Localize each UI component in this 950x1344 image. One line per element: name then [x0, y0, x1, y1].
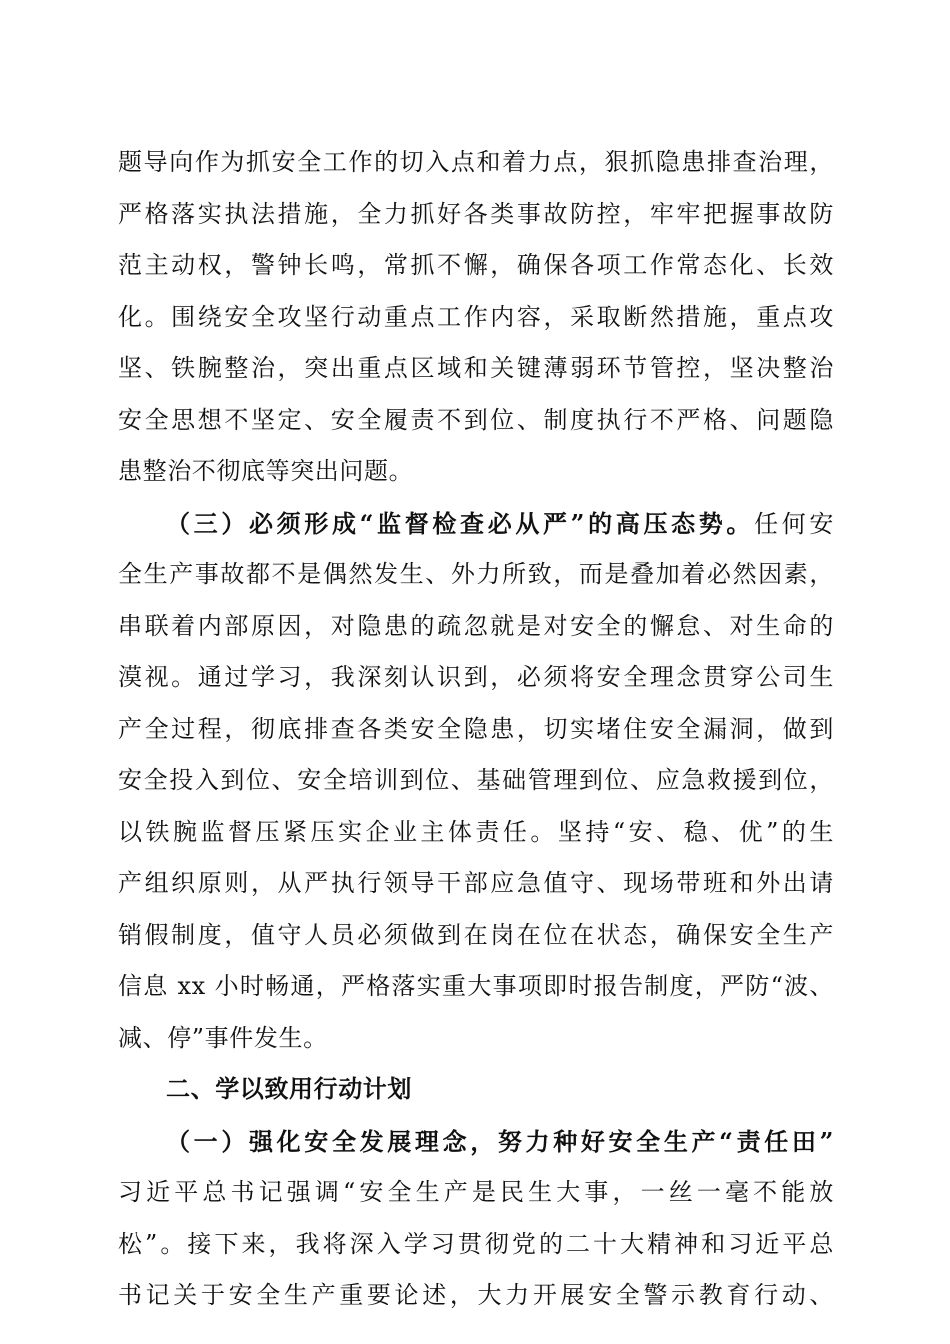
- text-line: 书记关于安全生产重要论述，大力开展安全警示教育行动、: [118, 1281, 834, 1309]
- paragraph-1: [118, 137, 834, 498]
- subsection-heading: （一）强化安全发展理念，努力种好安全生产“责任田”: [166, 1126, 834, 1156]
- text-line: 患整治不彻底等突出问题。: [118, 457, 414, 485]
- text-line: 全生产事故都不是偶然发生、外力所致，而是叠加着必然因素，: [118, 560, 834, 588]
- text-line: 范主动权，警钟长鸣，常抓不懈，确保各项工作常态化、长效: [118, 251, 834, 279]
- section-heading: 二、学以致用行动计划: [166, 1075, 412, 1103]
- text-line: 产组织原则，从严执行领导干部应急值守、现场带班和外出请: [118, 869, 834, 897]
- document-body: [118, 137, 834, 1322]
- paragraph-3: [118, 1167, 834, 1322]
- text-line: 松”。接下来，我将深入学习贯彻党的二十大精神和习近平总: [118, 1229, 834, 1258]
- text-line: 安全思想不坚定、安全履责不到位、制度执行不严格、问题隐: [118, 405, 834, 434]
- paragraph-text: 任何安: [754, 509, 834, 538]
- text-line: 坚、铁腕整治，突出重点区域和关键薄弱环节管控，坚决整治: [118, 354, 834, 382]
- text-line: 串联着内部原因，对隐患的疏忽就是对安全的懈怠、对生命的: [118, 611, 834, 640]
- text-line: 信息 xx 小时畅通，严格落实重大事项即时报告制度，严防“波、: [118, 972, 834, 1000]
- text-line: 题导向作为抓安全工作的切入点和着力点，狠抓隐患排查治理，: [118, 148, 834, 176]
- text-line: 安全投入到位、安全培训到位、基础管理到位、应急救援到位，: [118, 766, 834, 794]
- text-line: 习近平总书记强调“安全生产是民生大事，一丝一毫不能放: [118, 1178, 834, 1206]
- text-line: 严格落实执法措施，全力抓好各类事故防控，牢牢把握事故防: [118, 199, 834, 228]
- text-line: 减、停”事件发生。: [118, 1023, 328, 1052]
- text-line: 化。围绕安全攻坚行动重点工作内容，采取断然措施，重点攻: [118, 302, 834, 331]
- text-line: 销假制度，值守人员必须做到在岗在位在状态，确保安全生产: [118, 920, 834, 949]
- paragraph-2: [118, 498, 834, 1065]
- paragraph-2-first-line: [118, 498, 834, 550]
- text-line: 以铁腕监督压紧压实企业主体责任。坚持“安、稳、优”的生: [118, 817, 834, 846]
- text-line: 产全过程，彻底排查各类安全隐患，切实堵住安全漏洞，做到: [118, 714, 834, 743]
- paragraph-heading: （三）必须形成“监督检查必从严”的高压态势。: [166, 508, 755, 538]
- text-line: 漠视。通过学习，我深刻认识到，必须将安全理念贯穿公司生: [118, 663, 834, 691]
